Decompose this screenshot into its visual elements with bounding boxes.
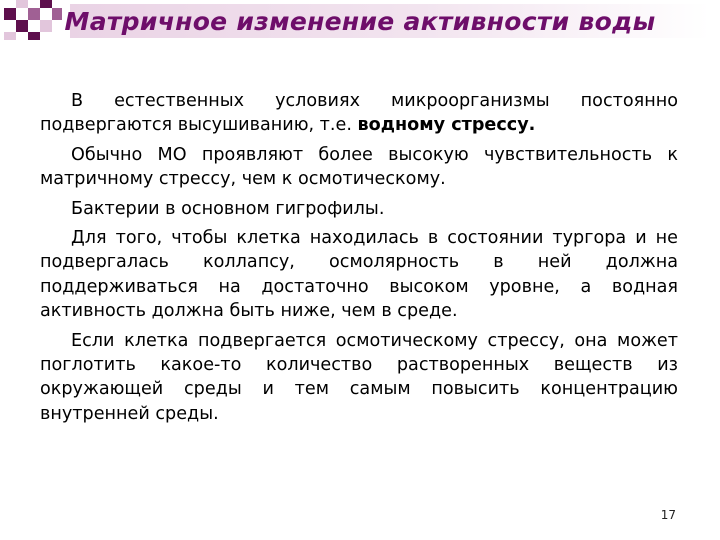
content-body [40, 89, 678, 431]
paragraph-3: Бактерии в основном гигрофилы. [71, 198, 385, 219]
paragraph-2: Обычно МО проявляют более высокую чувствительность к матричному стрессу, чем к осмотическому. [40, 144, 678, 190]
bold-term: водному стрессу. [357, 115, 536, 136]
slide-title: Матричное изменение активности воды [64, 7, 656, 36]
paragraph-4: Для того, чтобы клетка находилась в состоянии тургора и не подвергалась коллапсу, осмолярность в ней должна поддерживаться на достаточно высоком уровне, а водная активность должна быть ниже, чем в среде. [40, 228, 678, 322]
paragraph-1 [40, 89, 678, 138]
paragraph-text: В естественных условиях микроорганизмы постоянно подвергаются высушиванию, т.е. [40, 91, 678, 136]
page-number: 17 [660, 508, 676, 522]
paragraph-5: Если клетка подвергается осмотическому стрессу, она может поглотить какое-то количество растворенных веществ из окружающей среды и тем самым повысить концентрацию внутренней среды. [40, 330, 678, 424]
